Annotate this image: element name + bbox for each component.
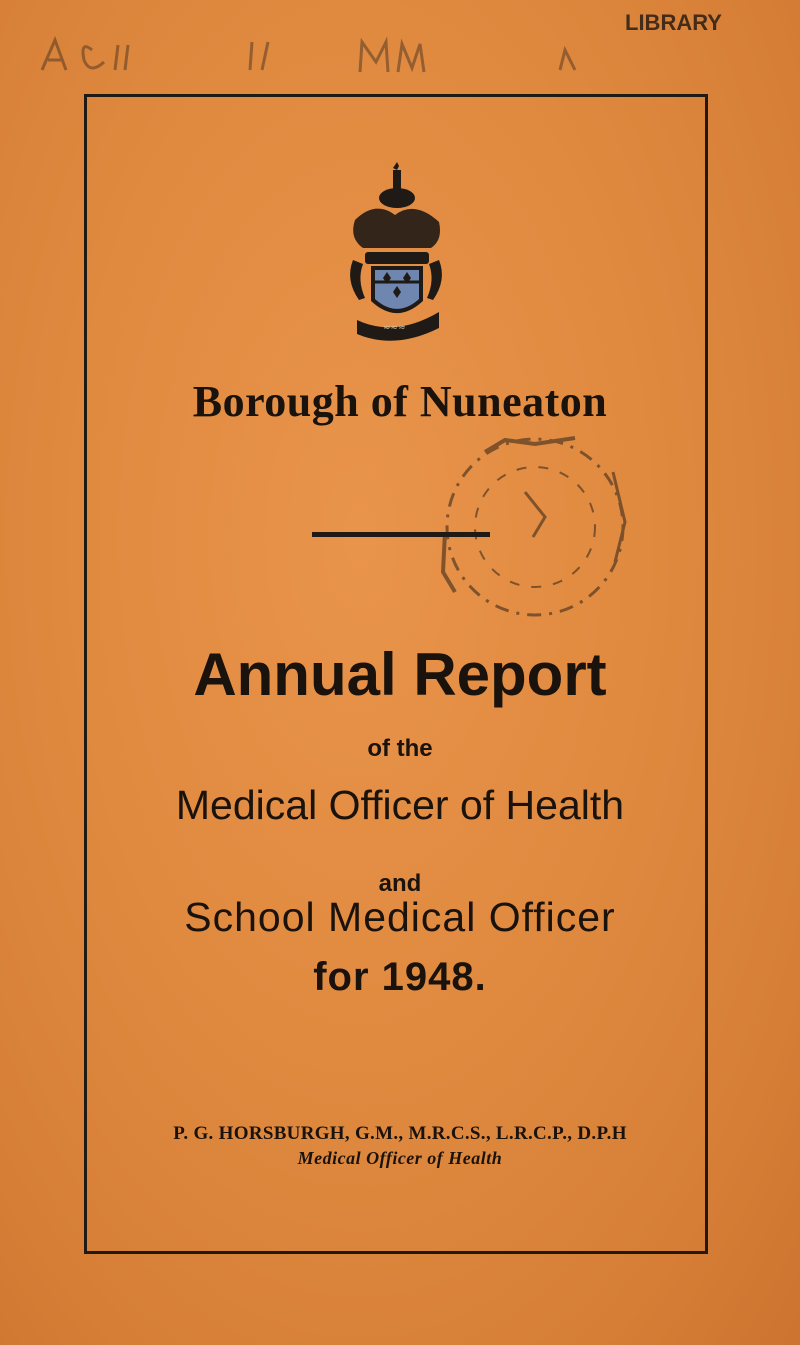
office-medical-officer-of-health: Medical Officer of Health: [175, 782, 625, 828]
svg-text:≈≈≈: ≈≈≈: [383, 323, 406, 333]
and-connector: and: [378, 870, 422, 897]
author-name: P. G. HORSBURGH, G.M., M.R.C.S., L.R.C.P., D.P.H: [173, 1123, 627, 1144]
borough-heading: Borough of Nuneaton: [192, 377, 608, 426]
of-the-connector: of the: [367, 735, 433, 762]
report-title: Annual Report: [193, 641, 607, 708]
library-mark-text: LIBRARY: [625, 10, 722, 35]
top-handwritten-library-mark: [0, 0, 800, 90]
circular-stamp-icon: [415, 432, 645, 647]
author-role: Medical Officer of Health: [297, 1148, 503, 1168]
heading-divider-rule: [312, 532, 490, 537]
borough-crest-icon: [335, 160, 455, 350]
report-period: for 1948.: [313, 955, 487, 999]
office-school-medical-officer: School Medical Officer: [184, 894, 616, 940]
